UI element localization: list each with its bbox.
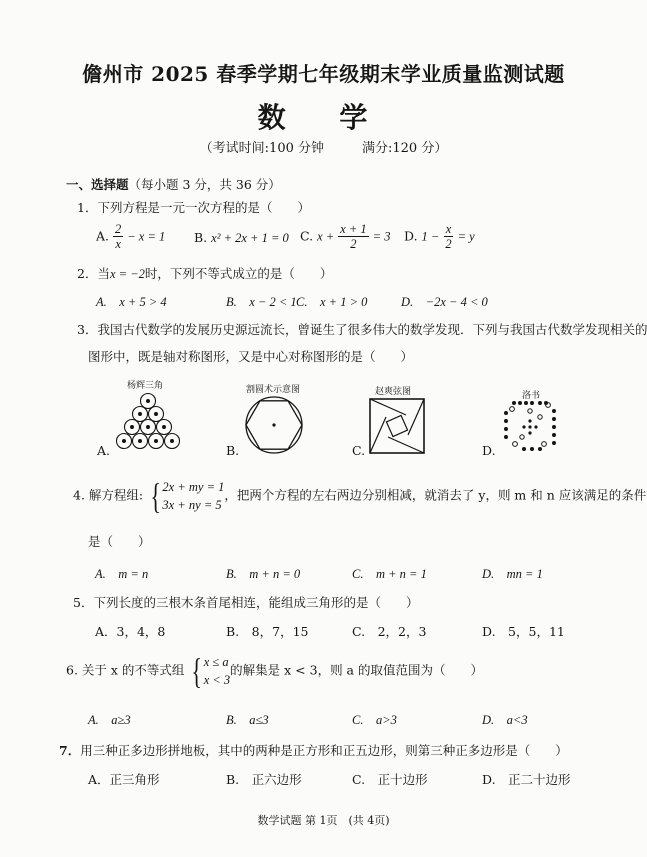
- question-number: 6.: [66, 662, 78, 678]
- question-3-line1: [77, 320, 647, 338]
- q4-option-c: C. m + n = 1: [352, 567, 427, 581]
- equation-2: 3x + ny = 5: [162, 498, 222, 513]
- expression: x² + 2x + 1 = 0: [211, 231, 289, 245]
- q5-option-c: C. 2，2，3: [352, 624, 427, 639]
- question-text: 关于 x 的不等式组: [81, 662, 185, 678]
- option-label: D.: [404, 228, 418, 244]
- q4-option-d: D. mn = 1: [482, 567, 543, 581]
- luoshu-figure: [500, 397, 560, 457]
- question-number: 7．: [59, 743, 81, 758]
- q3-option-d-label: D.: [482, 443, 496, 458]
- q2-option-a: A. x + 5 > 4: [96, 295, 167, 309]
- numerator: 2: [115, 222, 122, 236]
- expression: 1 −: [421, 229, 440, 244]
- inequality-system: [188, 651, 231, 692]
- question-text: 时，下列不等式成立的是（ ）: [144, 266, 333, 281]
- circle-cutting-figure: [243, 394, 305, 456]
- option-label: B.: [194, 230, 208, 245]
- option-label: A.: [96, 228, 110, 244]
- q6-option-c: C. a>3: [352, 713, 397, 727]
- question-text: 下列方程是一元一次方程的是（ ）: [97, 200, 310, 215]
- q4-option-b: B. m + n = 0: [226, 567, 301, 581]
- expression: x = −2: [109, 267, 145, 281]
- question-5-stem: [73, 593, 418, 611]
- option-label: C.: [300, 228, 314, 244]
- page-footer: 数学试题 第 1页 (共 4页): [257, 814, 390, 827]
- fraction: [338, 222, 368, 252]
- question-text: 下列长度的三根木条首尾相连，能组成三角形的是（ ）: [93, 595, 419, 610]
- denominator: 2: [350, 237, 357, 252]
- fraction: [443, 222, 453, 252]
- yanghui-triangle-figure: [112, 392, 184, 456]
- q6-option-a: A. a≥3: [88, 713, 131, 727]
- caption-yanghui-triangle: 杨辉三角: [127, 381, 164, 391]
- question-text: 的解集是 x < 3，则 a 的取值范围为（ ）: [230, 662, 483, 678]
- brace: {: [191, 651, 203, 692]
- exam-time: （考试时间:100 分钟: [199, 141, 324, 156]
- question-number: 4.: [73, 487, 85, 503]
- q6-option-b: B. a≤3: [226, 713, 269, 727]
- expression: x +: [317, 229, 335, 244]
- question-number: 2．: [77, 266, 98, 281]
- q5-option-b: B. 8，7，15: [226, 624, 309, 639]
- exam-score: 满分:120 分）: [362, 141, 448, 156]
- question-6-stem: [66, 651, 483, 692]
- q1-option-c: [300, 222, 390, 252]
- caption-zhao-shuang-diagram: 赵爽弦图: [375, 387, 412, 397]
- question-text: ，把两个方程的左右两边分别相减，就消去了 y，则 m 和 n 应该满足的条件: [224, 487, 647, 503]
- q7-option-d: D. 正二十边形: [482, 772, 571, 787]
- q7-option-c: C. 正十边形: [352, 772, 428, 787]
- equation-system: [147, 476, 225, 517]
- question-text: 解方程组:: [88, 487, 144, 503]
- subject-title: 数 学: [257, 101, 390, 134]
- q2-option-b: B. x − 2 < 1: [226, 295, 297, 309]
- q5-option-a: A．3，4，8: [95, 624, 166, 639]
- question-number: 3．: [77, 322, 98, 337]
- brace: {: [150, 476, 161, 517]
- equation-1: 2x + my = 1: [162, 480, 225, 494]
- inequalities: [204, 653, 230, 689]
- question-2-stem: [77, 264, 332, 282]
- q7-option-b: B. 正六边形: [226, 772, 302, 787]
- question-4-line2: 是（ ）: [88, 534, 151, 549]
- inequality-1: x ≤ a: [203, 655, 229, 669]
- inequality-2: x < 3: [203, 673, 231, 688]
- q6-option-d: D. a<3: [482, 713, 528, 727]
- section-note: （每小题 3 分，共 36 分）: [128, 177, 281, 192]
- caption-circle-cutting: 割圆术示意图: [246, 385, 301, 395]
- q2-option-d: D. −2x − 4 < 0: [401, 295, 488, 309]
- question-text: 我国古代数学的发展历史源远流长，曾诞生了很多伟大的数学发现．下列与我国古代数学发现相关的: [97, 322, 647, 337]
- numerator: x: [445, 222, 452, 236]
- expression: = y: [457, 229, 475, 244]
- equations: [162, 478, 224, 514]
- question-7-stem: [59, 741, 568, 759]
- denominator: 2: [445, 237, 452, 252]
- question-1-stem: [77, 198, 310, 216]
- expression: = 3: [372, 229, 391, 244]
- q3-option-a-label: A.: [97, 443, 111, 458]
- q1-option-b: [194, 230, 289, 246]
- q3-option-b-label: B.: [226, 443, 240, 458]
- exam-info: [0, 137, 647, 156]
- q4-option-a: A. m = n: [95, 567, 149, 581]
- q1-option-a: [96, 222, 165, 252]
- q1-option-d: [404, 222, 475, 252]
- q5-option-d: D. 5，5，11: [482, 624, 565, 639]
- question-number: 1．: [77, 200, 98, 215]
- q7-option-a: A．正三角形: [88, 772, 160, 787]
- q2-option-c: C. x + 1 > 0: [296, 295, 368, 309]
- question-text: 用三种正多边形拼地板，其中的两种是正方形和正五边形，则第三种正多边形是（ ）: [80, 743, 568, 758]
- question-text: 当: [97, 266, 110, 281]
- denominator: x: [115, 237, 121, 252]
- q3-option-c-label: C.: [352, 443, 366, 458]
- fraction: [113, 222, 123, 252]
- section-title: 一、选择题: [66, 177, 129, 192]
- caption-luoshu: 洛书: [522, 391, 541, 401]
- numerator: x + 1: [340, 222, 367, 236]
- zhao-shuang-figure: [368, 397, 426, 455]
- expression: − x = 1: [127, 229, 166, 244]
- exam-title: 儋州市 2025 春季学期七年级期末学业质量监测试题: [82, 62, 565, 86]
- section-heading: [66, 175, 281, 193]
- question-number: 5．: [73, 595, 94, 610]
- question-4-stem: [73, 476, 647, 517]
- question-3-line2: 图形中，既是轴对称图形，又是中心对称图形的是（ ）: [88, 349, 414, 364]
